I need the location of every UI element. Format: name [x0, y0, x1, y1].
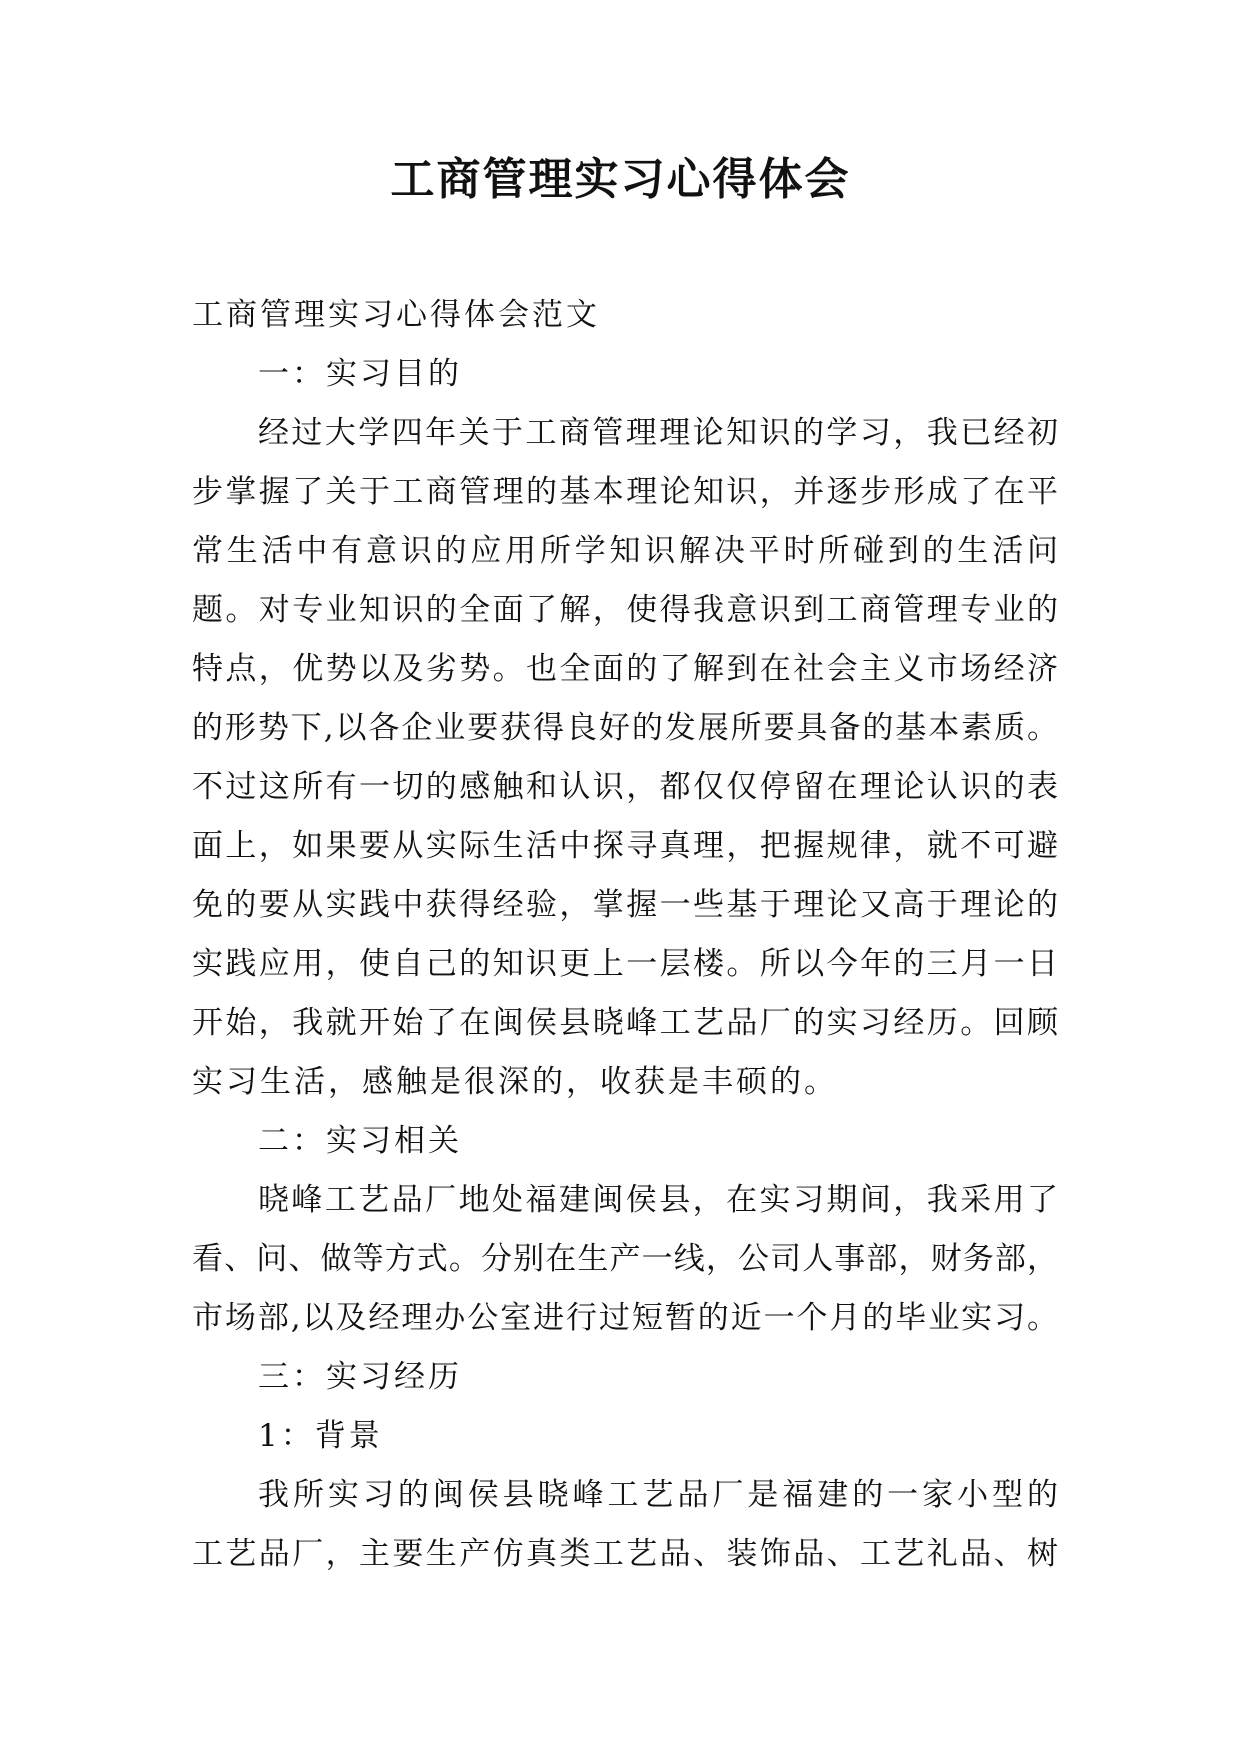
text-line: 晓峰工艺品厂地处福建闽侯县，在实习期间，我采用了	[258, 1182, 1058, 1218]
text-line: 面上，如果要从实际生活中探寻真理，把握规律，就不可避	[192, 828, 1058, 864]
document-title: 工商管理实习心得体会	[390, 154, 851, 205]
text-line: 看、问、做等方式。分别在生产一线，公司人事部，财务部，	[192, 1241, 1058, 1277]
text-line: 步掌握了关于工商管理的基本理论知识，并逐步形成了在平	[192, 474, 1058, 510]
section-heading: 二：实习相关	[258, 1123, 462, 1159]
text-line: 的形势下,以各企业要获得良好的发展所要具备的基本素质。	[192, 710, 1058, 746]
text-line: 常生活中有意识的应用所学知识解决平时所碰到的生活问	[192, 533, 1058, 569]
text-line: 开始，我就开始了在闽侯县晓峰工艺品厂的实习经历。回顾	[192, 1005, 1058, 1041]
text-line: 实践应用，使自己的知识更上一层楼。所以今年的三月一日	[192, 946, 1058, 982]
text-line: 我所实习的闽侯县晓峰工艺品厂是福建的一家小型的	[258, 1477, 1058, 1513]
section-heading: 三：实习经历	[258, 1359, 462, 1395]
document-body	[192, 286, 1058, 1584]
text-line: 经过大学四年关于工商管理理论知识的学习，我已经初	[258, 415, 1058, 451]
text-line: 特点，优势以及劣势。也全面的了解到在社会主义市场经济	[192, 651, 1058, 687]
text-line: 题。对专业知识的全面了解，使得我意识到工商管理专业的	[192, 592, 1058, 628]
section-heading: 一：实习目的	[258, 356, 462, 392]
text-line: 市场部,以及经理办公室进行过短暂的近一个月的毕业实习。	[192, 1300, 1058, 1336]
subsection-heading: 1：背景	[258, 1418, 383, 1454]
text-line: 免的要从实践中获得经验，掌握一些基于理论又高于理论的	[192, 887, 1058, 923]
text-line: 不过这所有一切的感触和认识，都仅仅停留在理论认识的表	[192, 769, 1058, 805]
text-line: 工艺品厂，主要生产仿真类工艺品、装饰品、工艺礼品、树	[192, 1536, 1058, 1572]
text-line: 实习生活，感触是很深的，收获是丰硕的。	[192, 1064, 838, 1100]
text-line: 工商管理实习心得体会范文	[192, 297, 600, 333]
